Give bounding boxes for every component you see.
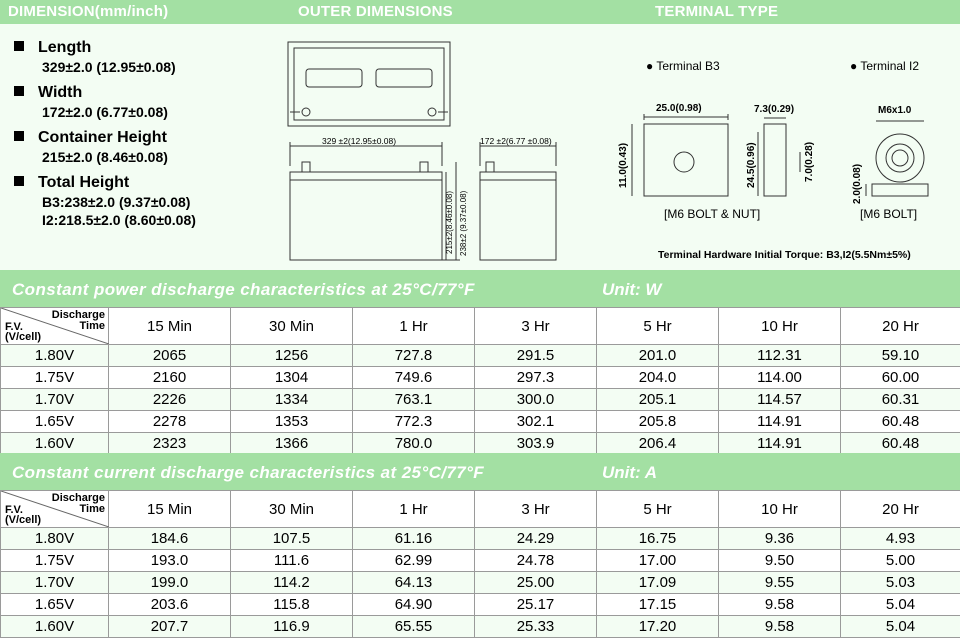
column-header: 3 Hr — [475, 308, 597, 345]
table-cell: 114.91 — [719, 411, 841, 433]
table-cell: 114.57 — [719, 389, 841, 411]
current-section-banner — [0, 453, 960, 491]
table-cell: 114.2 — [231, 572, 353, 594]
table-cell: 114.00 — [719, 367, 841, 389]
terminal-b3-drawing — [632, 114, 800, 196]
terminal-i2-drawing — [866, 121, 928, 196]
table-cell: 205.1 — [597, 389, 719, 411]
table-row — [1, 528, 960, 550]
table-cell: 60.48 — [841, 433, 960, 455]
table-header-row — [1, 491, 960, 528]
final-voltage-cell: 1.80V — [1, 345, 109, 367]
table-cell: 24.78 — [475, 550, 597, 572]
table-cell: 17.20 — [597, 616, 719, 638]
table-cell: 205.8 — [597, 411, 719, 433]
header-strip — [0, 0, 960, 24]
table-row — [1, 367, 960, 389]
table-cell: 207.7 — [109, 616, 231, 638]
table-cell: 114.91 — [719, 433, 841, 455]
table-cell: 1353 — [231, 411, 353, 433]
drawing-canvas — [280, 34, 960, 270]
b3-thickness-label: 7.3(0.29) — [754, 104, 795, 115]
table-cell: 64.13 — [353, 572, 475, 594]
terminal-i2-title: ● Terminal I2 — [850, 59, 920, 73]
i2-caption: [M6 BOLT] — [860, 207, 918, 221]
column-header: 1 Hr — [353, 308, 475, 345]
table-row — [1, 389, 960, 411]
table-cell: 2323 — [109, 433, 231, 455]
final-voltage-cell: 1.60V — [1, 616, 109, 638]
table-cell: 65.55 — [353, 616, 475, 638]
battery-side-view — [480, 142, 556, 260]
header-dimension: DIMENSION(mm/inch) — [8, 3, 169, 20]
table-cell: 4.93 — [841, 528, 960, 550]
final-voltage-cell: 1.75V — [1, 550, 109, 572]
table-row — [1, 572, 960, 594]
table-cell: 2278 — [109, 411, 231, 433]
table-cell: 60.48 — [841, 411, 960, 433]
column-header: 20 Hr — [841, 491, 960, 528]
table-cell: 749.6 — [353, 367, 475, 389]
table-cell: 9.55 — [719, 572, 841, 594]
table-cell: 1366 — [231, 433, 353, 455]
power-section-banner — [0, 270, 960, 308]
column-header: 5 Hr — [597, 308, 719, 345]
table-cell: 112.31 — [719, 345, 841, 367]
table-cell: 206.4 — [597, 433, 719, 455]
current-section-unit: Unit: A — [602, 463, 658, 482]
power-discharge-table — [0, 307, 960, 455]
width-dimension-label: 172 ±2(6.77 ±0.08) — [480, 136, 552, 146]
table-cell: 291.5 — [475, 345, 597, 367]
table-cell: 1304 — [231, 367, 353, 389]
bullet-square-icon — [14, 131, 24, 141]
container-height-dimension-label: 215±2(8.46±0.08) — [445, 190, 454, 254]
b3-caption: [M6 BOLT & NUT] — [664, 207, 761, 221]
table-cell: 60.31 — [841, 389, 960, 411]
table-cell: 201.0 — [597, 345, 719, 367]
table-cell: 184.6 — [109, 528, 231, 550]
header-terminal-type: TERMINAL TYPE — [655, 3, 779, 20]
table-cell: 59.10 — [841, 345, 960, 367]
b3-width-label: 25.0(0.98) — [656, 103, 702, 114]
final-voltage-cell: 1.60V — [1, 433, 109, 455]
table-row — [1, 594, 960, 616]
dimension-list — [14, 38, 196, 236]
final-voltage-cell: 1.70V — [1, 389, 109, 411]
total-height-dimension-label: 238±2 (9.37±0.08) — [459, 190, 468, 256]
table-corner-cell — [1, 308, 109, 345]
table-cell: 780.0 — [353, 433, 475, 455]
dimension-value: B3:238±2.0 (9.37±0.08) — [42, 194, 191, 210]
table-row — [1, 550, 960, 572]
torque-note: Terminal Hardware Initial Torque: B3,I2(5.5Nm±5%) — [658, 249, 911, 261]
table-cell: 115.8 — [231, 594, 353, 616]
table-header-row — [1, 308, 960, 345]
table-cell: 763.1 — [353, 389, 475, 411]
b3-height-label: 11.0(0.43) — [618, 142, 629, 188]
table-cell: 2226 — [109, 389, 231, 411]
table-cell: 1334 — [231, 389, 353, 411]
terminal-b3-title: ● Terminal B3 — [646, 59, 720, 73]
table-cell: 727.8 — [353, 345, 475, 367]
header-outer-dimensions: OUTER DIMENSIONS — [298, 3, 453, 20]
table-cell: 1256 — [231, 345, 353, 367]
table-cell: 64.90 — [353, 594, 475, 616]
table-cell: 2160 — [109, 367, 231, 389]
table-cell: 5.03 — [841, 572, 960, 594]
table-cell: 303.9 — [475, 433, 597, 455]
column-header: 30 Min — [231, 308, 353, 345]
final-voltage-cell: 1.70V — [1, 572, 109, 594]
dimension-label: Length — [38, 39, 92, 56]
corner-discharge-time: Discharge Time — [51, 492, 105, 515]
table-cell: 5.00 — [841, 550, 960, 572]
table-cell: 2065 — [109, 345, 231, 367]
table-cell: 25.33 — [475, 616, 597, 638]
table-cell: 17.15 — [597, 594, 719, 616]
dimension-panel — [0, 24, 960, 270]
dimension-length — [14, 38, 196, 76]
dimension-container-height — [14, 128, 196, 166]
technical-drawings — [280, 34, 960, 270]
table-cell: 116.9 — [231, 616, 353, 638]
dimension-label: Container Height — [38, 129, 167, 146]
table-cell: 24.29 — [475, 528, 597, 550]
dimension-width — [14, 83, 196, 121]
b3-hole-label: 7.0(0.28) — [804, 141, 815, 182]
column-header: 1 Hr — [353, 491, 475, 528]
table-cell: 5.04 — [841, 616, 960, 638]
table-cell: 25.17 — [475, 594, 597, 616]
table-cell: 9.50 — [719, 550, 841, 572]
current-section-title: Constant current discharge characteristics at 25°C/77°F — [12, 463, 485, 482]
dimension-total-height — [14, 173, 196, 229]
power-section-unit: Unit: W — [602, 280, 662, 299]
table-row — [1, 345, 960, 367]
corner-discharge-time: Discharge Time — [51, 309, 105, 332]
table-cell: 297.3 — [475, 367, 597, 389]
table-cell: 204.0 — [597, 367, 719, 389]
current-discharge-table — [0, 490, 960, 638]
column-header: 5 Hr — [597, 491, 719, 528]
i2-thread-label: M6x1.0 — [878, 105, 912, 116]
column-header: 10 Hr — [719, 308, 841, 345]
battery-front-view — [290, 142, 460, 260]
column-header: 15 Min — [109, 308, 231, 345]
table-cell: 772.3 — [353, 411, 475, 433]
table-cell: 9.58 — [719, 594, 841, 616]
final-voltage-cell: 1.65V — [1, 594, 109, 616]
dimension-value: I2:218.5±2.0 (8.60±0.08) — [42, 212, 196, 228]
battery-top-view — [288, 42, 450, 126]
column-header: 3 Hr — [475, 491, 597, 528]
table-cell: 203.6 — [109, 594, 231, 616]
table-row — [1, 433, 960, 455]
table-cell: 16.75 — [597, 528, 719, 550]
dimension-label: Total Height — [38, 174, 130, 191]
table-row — [1, 616, 960, 638]
column-header: 20 Hr — [841, 308, 960, 345]
length-dimension-label: 329 ±2(12.95±0.08) — [322, 136, 397, 146]
bullet-square-icon — [14, 86, 24, 96]
column-header: 15 Min — [109, 491, 231, 528]
corner-final-voltage: F.V. (V/cell) — [5, 321, 42, 343]
column-header: 10 Hr — [719, 491, 841, 528]
table-cell: 25.00 — [475, 572, 597, 594]
table-row — [1, 411, 960, 433]
table-cell: 62.99 — [353, 550, 475, 572]
table-cell: 193.0 — [109, 550, 231, 572]
final-voltage-cell: 1.75V — [1, 367, 109, 389]
table-cell: 17.00 — [597, 550, 719, 572]
dimension-label: Width — [38, 84, 83, 101]
table-cell: 61.16 — [353, 528, 475, 550]
table-cell: 300.0 — [475, 389, 597, 411]
bullet-square-icon — [14, 41, 24, 51]
table-cell: 199.0 — [109, 572, 231, 594]
table-corner-cell — [1, 491, 109, 528]
bullet-square-icon — [14, 176, 24, 186]
i2-height-label: 2.0(0.08) — [852, 163, 863, 204]
dimension-value: 215±2.0 (8.46±0.08) — [42, 149, 168, 165]
corner-final-voltage: F.V. (V/cell) — [5, 504, 42, 526]
table-cell: 9.58 — [719, 616, 841, 638]
b3-height2-label: 24.5(0.96) — [746, 142, 757, 188]
table-cell: 302.1 — [475, 411, 597, 433]
dimension-value: 329±2.0 (12.95±0.08) — [42, 59, 176, 75]
table-cell: 111.6 — [231, 550, 353, 572]
table-cell: 60.00 — [841, 367, 960, 389]
column-header: 30 Min — [231, 491, 353, 528]
power-section-title: Constant power discharge characteristics at 25°C/77°F — [12, 280, 475, 299]
table-cell: 9.36 — [719, 528, 841, 550]
final-voltage-cell: 1.80V — [1, 528, 109, 550]
final-voltage-cell: 1.65V — [1, 411, 109, 433]
dimension-value: 172±2.0 (6.77±0.08) — [42, 104, 168, 120]
table-cell: 107.5 — [231, 528, 353, 550]
table-cell: 17.09 — [597, 572, 719, 594]
table-cell: 5.04 — [841, 594, 960, 616]
